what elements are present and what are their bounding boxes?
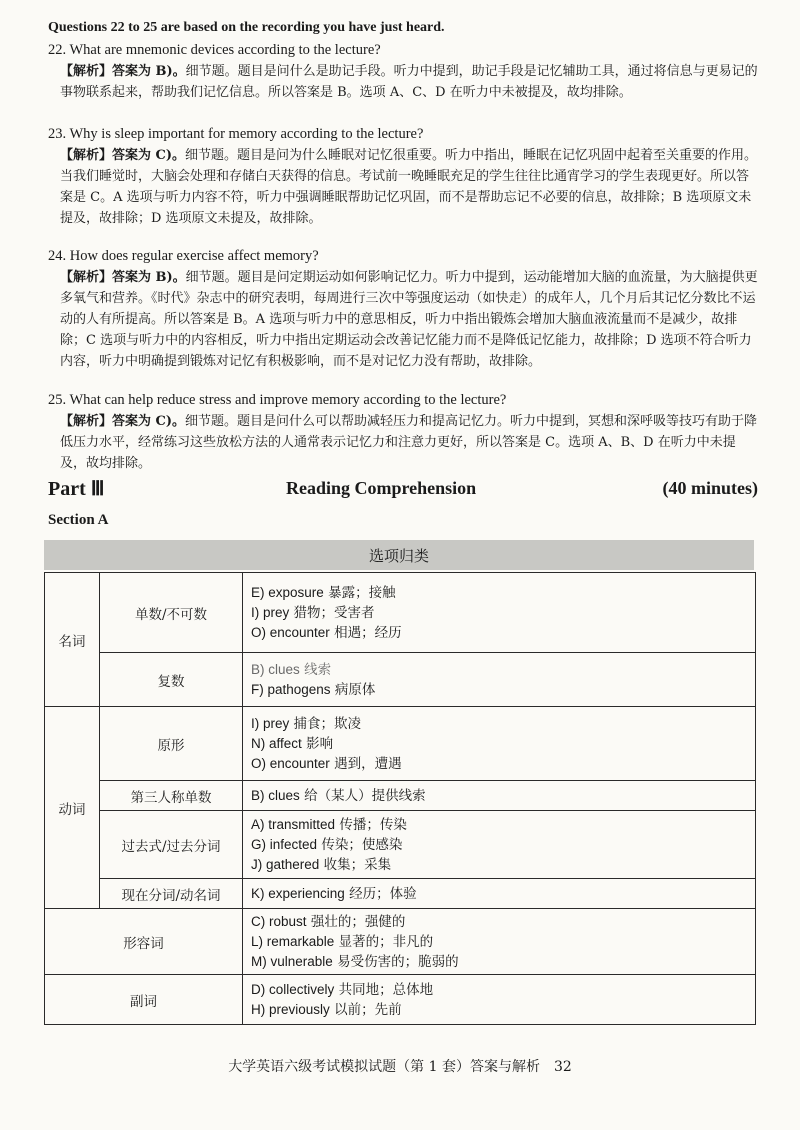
part-header — [48, 476, 758, 504]
answer-tag: 【解析】答案为 C)。 — [60, 148, 186, 163]
table-row — [45, 707, 756, 781]
pos-noun: 名词 — [45, 573, 100, 707]
question-text: 23. Why is sleep important for memory according to the lecture? — [48, 126, 424, 142]
subcategory: 单数/不可数 — [100, 573, 243, 653]
word-item: O) encounter 遇到，遭遇 — [251, 755, 402, 772]
word-item: H) previously 以前；先前 — [251, 1001, 402, 1018]
table-row — [45, 879, 756, 909]
question-text: 25. What can help reduce stress and improve memory according to the lecture? — [48, 392, 507, 408]
word-item: G) infected 传染；使感染 — [251, 836, 403, 853]
word-item: L) remarkable 显著的；非凡的 — [251, 933, 434, 950]
word-item: J) gathered 收集；采集 — [251, 856, 392, 873]
part-time: (40 minutes) — [662, 478, 758, 498]
explanation-text: 细节题。题目是问什么可以帮助减轻压力和提高记忆力。听力中提到，冥想和深呼吸等技巧有助于降低压力水平，经常练习这些放松方法的人通常表示记忆力和注意力更好，所以答案是 C。选项 A、B、D 在听力中未提及，故均排除。 — [60, 414, 758, 471]
vocabulary-table — [44, 572, 756, 1025]
question-text: 22. What are mnemonic devices according to the lecture? — [48, 42, 381, 58]
table-row — [45, 653, 756, 707]
explanation — [60, 267, 758, 372]
explanation-text: 细节题。题目是问定期运动如何影响记忆力。听力中提到，运动能增加大脑的血流量，为大脑提供更多氧气和营养。《时代》杂志中的研究表明，每周进行三次中等强度运动（如快走）的成年人，几个月后其记忆分数比不运动的人有所提高。所以答案是 B。A 选项与听力中的意思相反，听力中指出锻炼会增加大脑血液流量而不是减少，故排除；C 选项与听力中的内容相反，听力中指出定期运动会改善记忆能力而不是降低记忆能力，故排除；D 选项不符合听力内容，听力中明确提到锻炼对记忆有积极影响，而不是对记忆力没有帮助，故排除。 — [60, 270, 758, 369]
questions-heading: Questions 22 to 25 are based on the recording you have just heard. — [48, 20, 445, 35]
category-banner — [44, 540, 754, 570]
word-item: I) prey 捕食；欺凌 — [251, 715, 362, 732]
answer-tag: 【解析】答案为 C)。 — [60, 414, 186, 429]
question-block-25 — [48, 390, 758, 474]
banner-title: 选项归类 — [368, 547, 429, 565]
table-row — [45, 811, 756, 879]
table-row — [45, 781, 756, 811]
part-label: Part Ⅲ — [48, 478, 105, 500]
subcategory: 第三人称单数 — [100, 781, 243, 811]
word-list — [243, 975, 756, 1025]
table-row — [45, 573, 756, 653]
word-list — [243, 879, 756, 909]
word-list — [243, 811, 756, 879]
page-footer: 大学英语六级考试模拟试题（第 1 套）答案与解析 32 — [228, 1059, 572, 1075]
subcategory: 复数 — [100, 653, 243, 707]
word-item: B) clues 给（某人）提供线索 — [251, 787, 426, 804]
explanation-text: 细节题。题目是问什么是助记手段。听力中提到，助记手段是记忆辅助工具，通过将信息与更易记的事物联系起来，帮助我们记忆信息。所以答案是 B。选项 A、C、D 在听力中未被提及，故均排除。 — [60, 64, 758, 100]
word-item: K) experiencing 经历；体验 — [251, 885, 417, 902]
question-block-24 — [48, 246, 758, 372]
word-list — [243, 909, 756, 975]
word-item: D) collectively 共同地；总体地 — [251, 981, 434, 998]
word-item: M) vulnerable 易受伤害的；脆弱的 — [251, 953, 459, 970]
explanation-text: 细节题。题目是问为什么睡眠对记忆很重要。听力中指出，睡眠在记忆巩固中起着至关重要的作用。当我们睡觉时，大脑会处理和存储白天获得的信息。考试前一晚睡眠充足的学生往往比通宵学习的学生表现更好。所以答案是 C。A 选项与听力内容不符，听力中强调睡眠帮助记忆巩固，而不是帮助忘记不必要的信息，故排除；B 选项原文未提及，故排除；D 选项原文未提及，故排除。 — [60, 148, 758, 226]
question-block-23 — [48, 124, 758, 229]
word-list — [243, 707, 756, 781]
answer-tag: 【解析】答案为 B)。 — [60, 270, 186, 285]
word-item: A) transmitted 传播；传染 — [251, 816, 407, 833]
word-list — [243, 573, 756, 653]
part-title: Reading Comprehension — [286, 478, 477, 498]
word-item: C) robust 强壮的；强健的 — [251, 913, 406, 930]
table-row — [45, 909, 756, 975]
explanation — [60, 61, 758, 103]
answer-tag: 【解析】答案为 B)。 — [60, 64, 186, 79]
pos-adverb: 副词 — [45, 975, 243, 1025]
word-item: O) encounter 相遇；经历 — [251, 624, 402, 641]
word-item: E) exposure 暴露；接触 — [251, 584, 396, 601]
word-item: I) prey 猎物；受害者 — [251, 604, 375, 621]
explanation — [60, 145, 758, 229]
word-item: F) pathogens 病原体 — [251, 681, 376, 698]
subcategory: 过去式/过去分词 — [100, 811, 243, 879]
word-item: N) affect 影响 — [251, 735, 334, 752]
question-block-22 — [48, 40, 758, 103]
word-list — [243, 781, 756, 811]
table-row — [45, 975, 756, 1025]
subcategory: 原形 — [100, 707, 243, 781]
pos-adjective: 形容词 — [45, 909, 243, 975]
pos-verb: 动词 — [45, 707, 100, 909]
subcategory: 现在分词/动名词 — [100, 879, 243, 909]
word-list — [243, 653, 756, 707]
word-item: B) clues 线索 — [251, 661, 332, 678]
explanation — [60, 411, 758, 474]
question-text: 24. How does regular exercise affect memory? — [48, 248, 319, 264]
section-title: Section A — [48, 512, 109, 528]
